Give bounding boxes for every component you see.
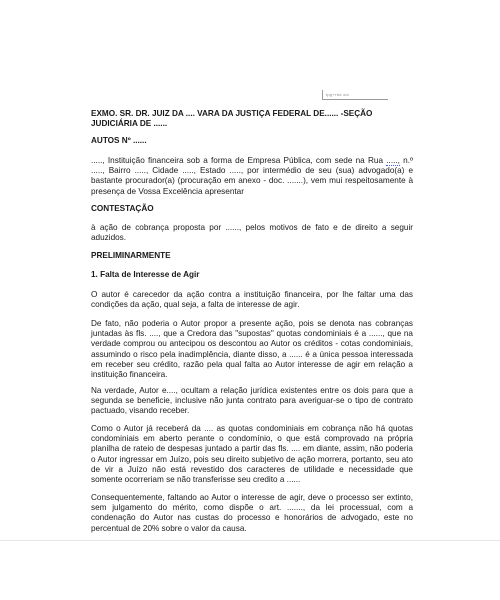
court-address-heading: EXMO. SR. DR. JUIZ DA .... VARA DA JUSTIÇA FEDERAL DE...... -SEÇÃO JUDICIÁRIA DE ...... — [91, 109, 373, 129]
paragraph-1: O autor é carecedor da ação contra a instituição financeira, por lhe faltar uma das condições da ação, qual seja, a falta de interesse de agir. — [91, 290, 413, 310]
header-stamp: tpg+rbd a/c — [322, 90, 388, 100]
paragraph-2: De fato, não poderia o Autor propor a presente ação, pois se denota nas cobranças juntadas às fls. ...., que a Credora das "supostas" quotas condominiais é a ......, que na verdade comprou ou antecipou os descontou ao Autor os créditos - cotas condominiais, assumindo o risco pela inadimplência, diante disso, a ...... é a única pessoa interessada em receber seu crédito, razão pela qual falta ao Autor interesse de agir em relação a instituição financeira. — [91, 319, 413, 380]
paragraph-5: Consequentemente, faltando ao Autor o interesse de agir, deve o processo ser extinto, sem julgamento do mérito, como dispõe o art. ......., da lei processual, com a condenação do Autor nas custas do processo e honorários de advogado, este no percentual de 20% sobre o valor da causa. — [91, 493, 413, 533]
street-link[interactable]: ....., — [386, 156, 400, 165]
preliminarmente-heading: PRELIMINARMENTE — [91, 251, 171, 260]
contestacao-paragraph: à ação de cobrança proposta por ......, pelos motivos de fato e de direito a seguir aduzidos. — [91, 223, 413, 243]
paragraph-3: Na verdade, Autor e...., ocultam a relação jurídica existentes entre os dois para que a segunda se beneficie, inclusive não junta contrato para averiguar-se o tipo de contrato pactuado, visando receber. — [91, 386, 413, 416]
intro-text-end: n.º ....., Bairro ....., Cidade ....., Estado ....., por intermédio de seu (sua) advogado(a) e bastante procurador(a) (procuração em anexo - doc. .......), vem mui respeitosamente à presença de Vossa Excelência apresentar — [91, 156, 413, 196]
intro-paragraph — [91, 156, 413, 197]
paragraph-4: Como o Autor já receberá da .... as quotas condominiais em cobrança não há quotas condominiais em aberto perante o condomínio, o que está comprovado na própria planilha de rateio de despesas juntado a partir das fls. .... em diante, assim, não poderia o Autor ingressar em Juízo, pois seu direito subjetivo de ação morrera, portanto, seu ato de vir a Juízo não está revestido dos caracteres de utilidade e necessidade que somente ocorreriam se não transferisse seu credito a ...... — [91, 424, 413, 485]
page-bottom-edge — [0, 540, 500, 541]
case-number-heading: AUTOS Nº ...... — [91, 136, 147, 145]
contestacao-heading: CONTESTAÇÃO — [91, 204, 154, 213]
section-1-heading: 1. Falta de Interesse de Agir — [91, 270, 200, 279]
intro-text-start: ....., Instituição financeira sob a forma de Empresa Pública, com sede na Rua — [91, 156, 384, 165]
